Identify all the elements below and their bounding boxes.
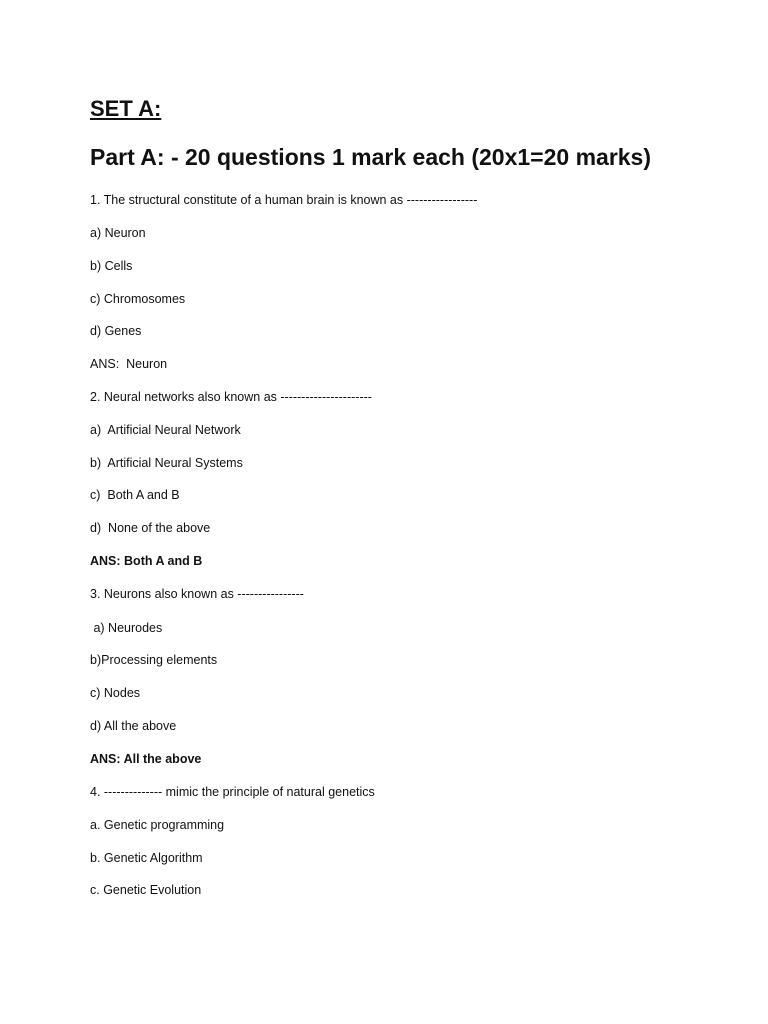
q3-option-c: c) Nodes xyxy=(90,686,141,700)
q1-option-a: a) Neuron xyxy=(90,226,146,240)
q4-option-b: b. Genetic Algorithm xyxy=(90,851,203,865)
question-1: 1. The structural constitute of a human brain is known as ----------------- xyxy=(90,193,478,207)
q2-option-a: a) Artificial Neural Network xyxy=(90,423,241,437)
q2-option-c: c) Both A and B xyxy=(90,488,180,502)
q1-option-b: b) Cells xyxy=(90,259,133,273)
set-title: SET A: xyxy=(90,96,162,121)
q3-option-a: a) Neurodes xyxy=(90,621,163,635)
question-3: 3. Neurons also known as ---------------- xyxy=(90,587,304,601)
question-2: 2. Neural networks also known as ---------------------- xyxy=(90,390,372,404)
q3-answer: ANS: All the above xyxy=(90,752,202,766)
question-4: 4. -------------- mimic the principle of natural genetics xyxy=(90,785,375,799)
q2-option-d: d) None of the above xyxy=(90,521,211,535)
q4-option-c: c. Genetic Evolution xyxy=(90,883,202,897)
q4-option-a: a. Genetic programming xyxy=(90,818,225,832)
q2-option-b: b) Artificial Neural Systems xyxy=(90,456,243,470)
q1-answer: ANS: Neuron xyxy=(90,357,168,371)
q3-option-d: d) All the above xyxy=(90,719,177,733)
q3-option-b: b)Processing elements xyxy=(90,653,218,667)
part-title: Part A: - 20 questions 1 mark each (20x1=20 marks) xyxy=(90,144,652,170)
q1-option-d: d) Genes xyxy=(90,324,142,338)
q1-option-c: c) Chromosomes xyxy=(90,292,186,306)
q2-answer: ANS: Both A and B xyxy=(90,554,203,568)
